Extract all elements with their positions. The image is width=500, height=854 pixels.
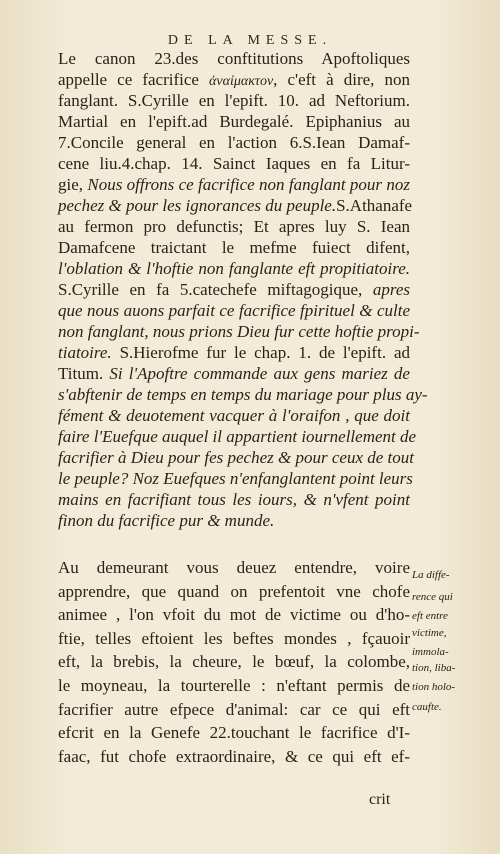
text-line xyxy=(58,558,410,578)
roman-text: appelle ce facrifice xyxy=(58,70,210,89)
text-line xyxy=(58,448,414,468)
italic-text: finon du facrifice pur & munde. xyxy=(58,511,275,530)
text-line xyxy=(58,301,410,321)
roman-text: S.Cyrille en fa 5.catechefe miftagogique, xyxy=(58,280,373,299)
italic-text: faire l'Euefque auquel il appartient iournellement de xyxy=(58,427,417,446)
roman-text: Le canon 23.des conftitutions Apoftoliques xyxy=(58,49,410,68)
text-line xyxy=(58,322,420,342)
text-line xyxy=(58,259,410,279)
marginal-note-line: La diffe- xyxy=(412,569,450,581)
text-line xyxy=(58,406,410,426)
text-line xyxy=(58,196,413,216)
roman-text: fanglant. S.Cyrille en l'epift. 10. ad Neftorium. xyxy=(58,91,410,110)
text-line xyxy=(58,605,410,625)
marginal-note-line: eft entre xyxy=(412,610,448,622)
roman-text: animee , l'on vfoit du mot de victime ou d'ho- xyxy=(58,605,410,625)
roman-text: efcrit en la Genefe 22.touchant le facrifice d'I- xyxy=(58,723,410,743)
text-line xyxy=(58,217,410,237)
text-line xyxy=(58,511,410,531)
text-line xyxy=(58,112,410,132)
catchword: crit xyxy=(369,791,391,808)
roman-text: S.Hierofme fur le chap. 1. de l'epift. ad xyxy=(111,343,410,362)
text-line xyxy=(58,91,410,111)
marginal-note-line: tion holo- xyxy=(412,681,456,693)
italic-text: mains en facrifiant tous les iours, & n'vfent point xyxy=(58,490,410,509)
italic-text: fément & deuotement vacquer à l'oraifon , que doit xyxy=(58,406,410,425)
italic-text: que nous auons parfait ce facrifice fpirituel & culte xyxy=(58,301,410,320)
text-line xyxy=(58,70,410,92)
text-line xyxy=(58,652,410,672)
text-line xyxy=(58,385,428,405)
roman-text: facrifier autre efpece d'animal: car ce qui eft xyxy=(58,699,410,719)
text-line xyxy=(58,175,410,195)
roman-text: 7.Concile general en l'action 6.S.Iean Damaf- xyxy=(58,133,410,152)
italic-text: pechez & pour les ignorances du peuple. xyxy=(58,196,337,215)
marginal-note-line: caufte. xyxy=(412,701,442,713)
roman-text: le moyneau, la tourterelle : n'eftant permis de xyxy=(58,676,410,695)
greek-word: ἀναίμακτον xyxy=(209,74,274,89)
italic-text: apres xyxy=(372,280,410,299)
roman-text: cene liu.4.chap. 14. Sainct Iaques en fa Litur- xyxy=(58,154,410,173)
italic-text: Nous offrons ce facrifice non fanglant pour noz xyxy=(87,175,410,194)
italic-text: non fanglant, nous prions Dieu fur cette hoftie propi- xyxy=(58,322,420,341)
marginal-note-line: tion, liba- xyxy=(412,662,456,674)
roman-text: eft, la brebis, la cheure, le bœuf, la colombe, xyxy=(58,652,410,672)
text-line xyxy=(58,364,410,384)
roman-text: , c'eft à dire, non xyxy=(273,70,410,89)
marginal-note-line: immola- xyxy=(412,646,449,658)
text-line xyxy=(58,280,410,300)
marginal-note-line: victime, xyxy=(412,627,447,639)
roman-text: Au demeurant vous deuez entendre, voire xyxy=(58,558,410,577)
text-line xyxy=(58,582,410,602)
marginal-note-line: rence qui xyxy=(412,591,453,603)
roman-text: au fermon pro defunctis; Et apres luy S. Iean xyxy=(58,217,410,236)
roman-text: ftie, telles eftoient les beftes mondes , fçauoir xyxy=(58,628,410,648)
italic-text: l'oblation & l'hoftie non fanglante eft propitiatoire. xyxy=(58,259,410,278)
text-line xyxy=(58,154,410,174)
text-line xyxy=(58,427,417,447)
roman-text: S.Athanafe xyxy=(336,196,413,215)
roman-text: faac, fut chofe extraordinaire, & ce qui eft ef- xyxy=(58,746,410,766)
roman-text: Titum. xyxy=(58,364,110,383)
italic-text: le peuple? Noz Euefques n'enfanglantent point leurs xyxy=(58,469,413,488)
text-line xyxy=(58,469,413,489)
roman-text: apprendre, que quand on prefentoit vne chofe xyxy=(58,581,410,601)
italic-text: s'abftenir de temps en temps du mariage pour plus ay- xyxy=(58,385,428,404)
italic-text: tiatoire. xyxy=(58,343,112,362)
text-line xyxy=(58,700,410,720)
text-line xyxy=(58,490,410,510)
text-line xyxy=(58,343,410,363)
text-line xyxy=(58,133,410,153)
running-head: DE LA MESSE. xyxy=(167,33,333,48)
roman-text: gie, xyxy=(58,175,88,194)
text-line xyxy=(58,629,410,649)
roman-text: Martial en l'epift.ad Burdegalé. Epiphanius au xyxy=(58,112,410,131)
roman-text: Damafcene traictant le mefme fuiect difent, xyxy=(58,238,410,257)
text-line xyxy=(58,747,410,767)
text-line xyxy=(58,676,410,696)
italic-text: facrifier à Dieu pour fes pechez & pour ceux de tout xyxy=(58,448,414,467)
text-line xyxy=(58,49,410,69)
text-line xyxy=(58,238,410,258)
text-line xyxy=(58,723,410,743)
italic-text: Si l'Apoftre commande aux gens mariez de xyxy=(109,364,410,383)
